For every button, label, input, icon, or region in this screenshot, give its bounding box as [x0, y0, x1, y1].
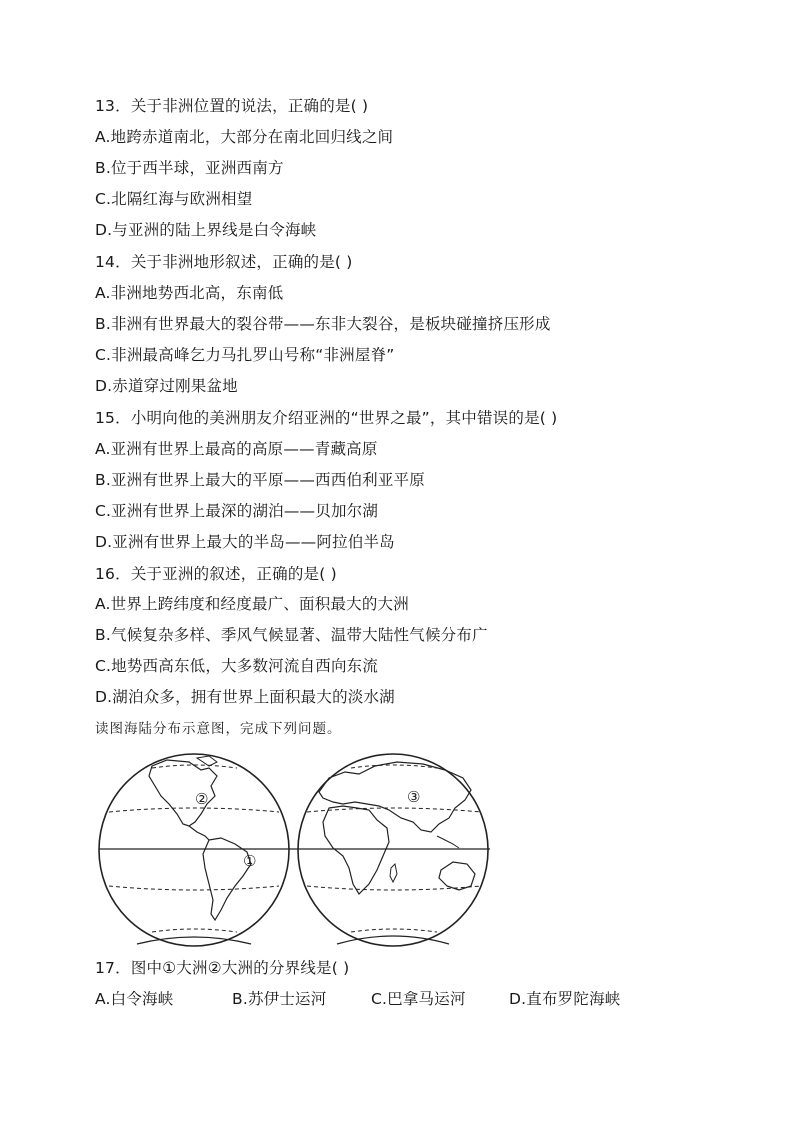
antarctic-circle-west — [152, 929, 237, 932]
map-intro: 读图海陆分布示意图，完成下列问题。 — [95, 721, 342, 737]
q15-option-c: C.亚洲有世界上最深的湖泊——贝加尔湖 — [95, 502, 379, 520]
antarctic-circle-east — [351, 929, 437, 932]
map-label-1: ① — [243, 852, 257, 870]
q17-stem: 17．图中①大洲②大洲的分界线是( ) — [95, 959, 350, 977]
africa-outline — [323, 806, 389, 894]
map-label-2: ② — [195, 790, 209, 808]
eastern-hemisphere — [298, 754, 488, 946]
hemisphere-map — [97, 752, 492, 948]
q14-option-a: A.非洲地势西北高，东南低 — [95, 284, 284, 302]
q16-option-c: C.地势西高东低，大多数河流自西向东流 — [95, 657, 379, 675]
q13-option-d: D.与亚洲的陆上界线是白令海峡 — [95, 221, 317, 239]
q15-option-a: A.亚洲有世界上最高的高原——青藏高原 — [95, 440, 378, 458]
western-circle — [99, 754, 289, 946]
q17-option-b: B.苏伊士运河 — [232, 990, 327, 1008]
q13-option-c: C.北隔红海与欧洲相望 — [95, 190, 253, 208]
q17-options-row — [95, 988, 715, 1010]
q13-option-b: B.位于西半球，亚洲西南方 — [95, 159, 284, 177]
q16-option-d: D.湖泊众多，拥有世界上面积最大的淡水湖 — [95, 688, 395, 706]
tropic-cancer-west — [109, 808, 279, 812]
greenland-outline — [197, 756, 217, 766]
q16-option-a: A.世界上跨纬度和经度最广、面积最大的大洲 — [95, 595, 409, 613]
madagascar-outline — [390, 864, 397, 882]
q15-stem: 15．小明向他的美洲朋友介绍亚洲的“世界之最”，其中错误的是( ) — [95, 409, 558, 427]
central-america-outline — [189, 826, 209, 840]
q15-option-d: D.亚洲有世界上最大的半岛——阿拉伯半岛 — [95, 533, 395, 551]
tropic-capricorn-east — [307, 886, 481, 890]
hemisphere-map-svg — [97, 752, 492, 948]
eastern-circle — [298, 754, 488, 946]
q13-stem: 13．关于非洲位置的说法，正确的是( ) — [95, 97, 369, 115]
q17-option-d: D.直布罗陀海峡 — [509, 990, 621, 1008]
q15-option-b: B.亚洲有世界上最大的平原——西西伯利亚平原 — [95, 471, 425, 489]
q13-option-a: A.地跨赤道南北，大部分在南北回归线之间 — [95, 128, 394, 146]
q14-option-c: C.非洲最高峰乞力马扎罗山号称“非洲屋脊” — [95, 346, 395, 364]
tropic-capricorn-west — [109, 886, 279, 890]
q16-stem: 16．关于亚洲的叙述，正确的是( ) — [95, 565, 337, 583]
antarctica-west-outline — [137, 937, 251, 944]
q14-stem: 14．关于非洲地形叙述，正确的是( ) — [95, 253, 353, 271]
arctic-circle-east — [351, 765, 437, 768]
q14-option-d: D.赤道穿过刚果盆地 — [95, 377, 238, 395]
western-hemisphere — [99, 754, 490, 946]
map-label-3: ③ — [407, 788, 421, 806]
south-america-outline — [203, 838, 251, 920]
q17-option-a: A.白令海峡 — [95, 990, 174, 1008]
australia-outline — [439, 862, 475, 890]
islands-outline — [437, 836, 459, 848]
q16-option-b: B.气候复杂多样、季风气候显著、温带大陆性气候分布广 — [95, 626, 488, 644]
q14-option-b: B.非洲有世界最大的裂谷带——东非大裂谷，是板块碰撞挤压形成 — [95, 315, 551, 333]
q17-option-c: C.巴拿马运河 — [371, 990, 466, 1008]
